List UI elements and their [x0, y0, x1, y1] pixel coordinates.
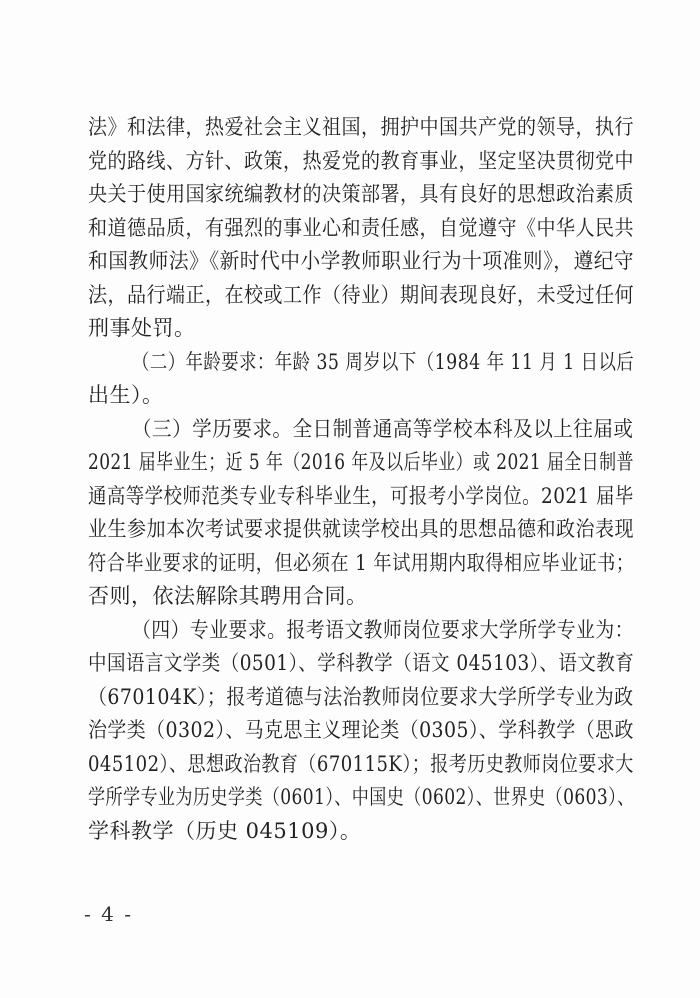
text-line: 央关于使用国家统编教材的决策部署，具有良好的思想政治素质: [88, 182, 635, 206]
text-line: 法，品行端正，在校或工作（待业）期间表现良好，未受过任何: [88, 282, 635, 307]
text-line: 学所学专业为历史学类（0601）、中国史（0602）、世界史（0603）、: [88, 785, 635, 809]
text-line: 中国语言文学类（0501）、学科教学（语文 045103）、语文教育: [88, 651, 635, 675]
text-line: 符合毕业要求的证明，但必须在 1 年试用期内取得相应毕业证书；: [88, 550, 635, 575]
paragraph-education-requirement: （三）学历要求。全日制普通高等学校本科及以上往届或: [132, 416, 634, 441]
text-line: 治学类（0302）、马克思主义理论类（0305）、学科教学（思政: [88, 718, 634, 742]
text-line: 和道德品质，有强烈的事业心和责任感，自觉遵守《中华人民共: [88, 215, 635, 240]
text-line: 否则，依法解除其聘用合同。: [88, 584, 368, 608]
text-line: 业生参加本次考试要求提供就读学校出具的思想品德和政治表现: [88, 517, 635, 541]
text-line: 出生）。: [88, 383, 164, 407]
page-number: - 4 -: [84, 902, 133, 926]
text-line: （670104K）；报考道德与法治教师岗位要求大学所学专业为政: [88, 684, 634, 709]
text-line: 学科教学（历史 045109）。: [88, 818, 362, 843]
text-line: 刑事处罚。: [88, 316, 196, 340]
text-line: 通高等学校师范类专业专科毕业生，可报考小学岗位。2021 届毕: [88, 483, 634, 508]
paragraph-age-requirement: （二）年龄要求：年龄 35 周岁以下（1984 年 11 月 1 日以后: [132, 349, 635, 374]
text-line: 045102）、思想政治教育（670115K）；报考历史教师岗位要求大: [88, 751, 634, 776]
text-line: 党的路线、方针、政策，热爱党的教育事业，坚定坚决贯彻党中: [88, 148, 635, 173]
paragraph-major-requirement: （四）专业要求。报考语文教师岗位要求大学所学专业为：: [132, 617, 634, 642]
text-line: 2021 届毕业生；近 5 年（2016 年及以后毕业）或 2021 届全日制普: [88, 450, 634, 474]
text-line: 法》和法律，热爱社会主义祖国，拥护中国共产党的领导，执行: [88, 115, 635, 139]
text-line: 和国教师法》《新时代中小学教师职业行为十项准则》，遵纪守: [88, 249, 635, 273]
